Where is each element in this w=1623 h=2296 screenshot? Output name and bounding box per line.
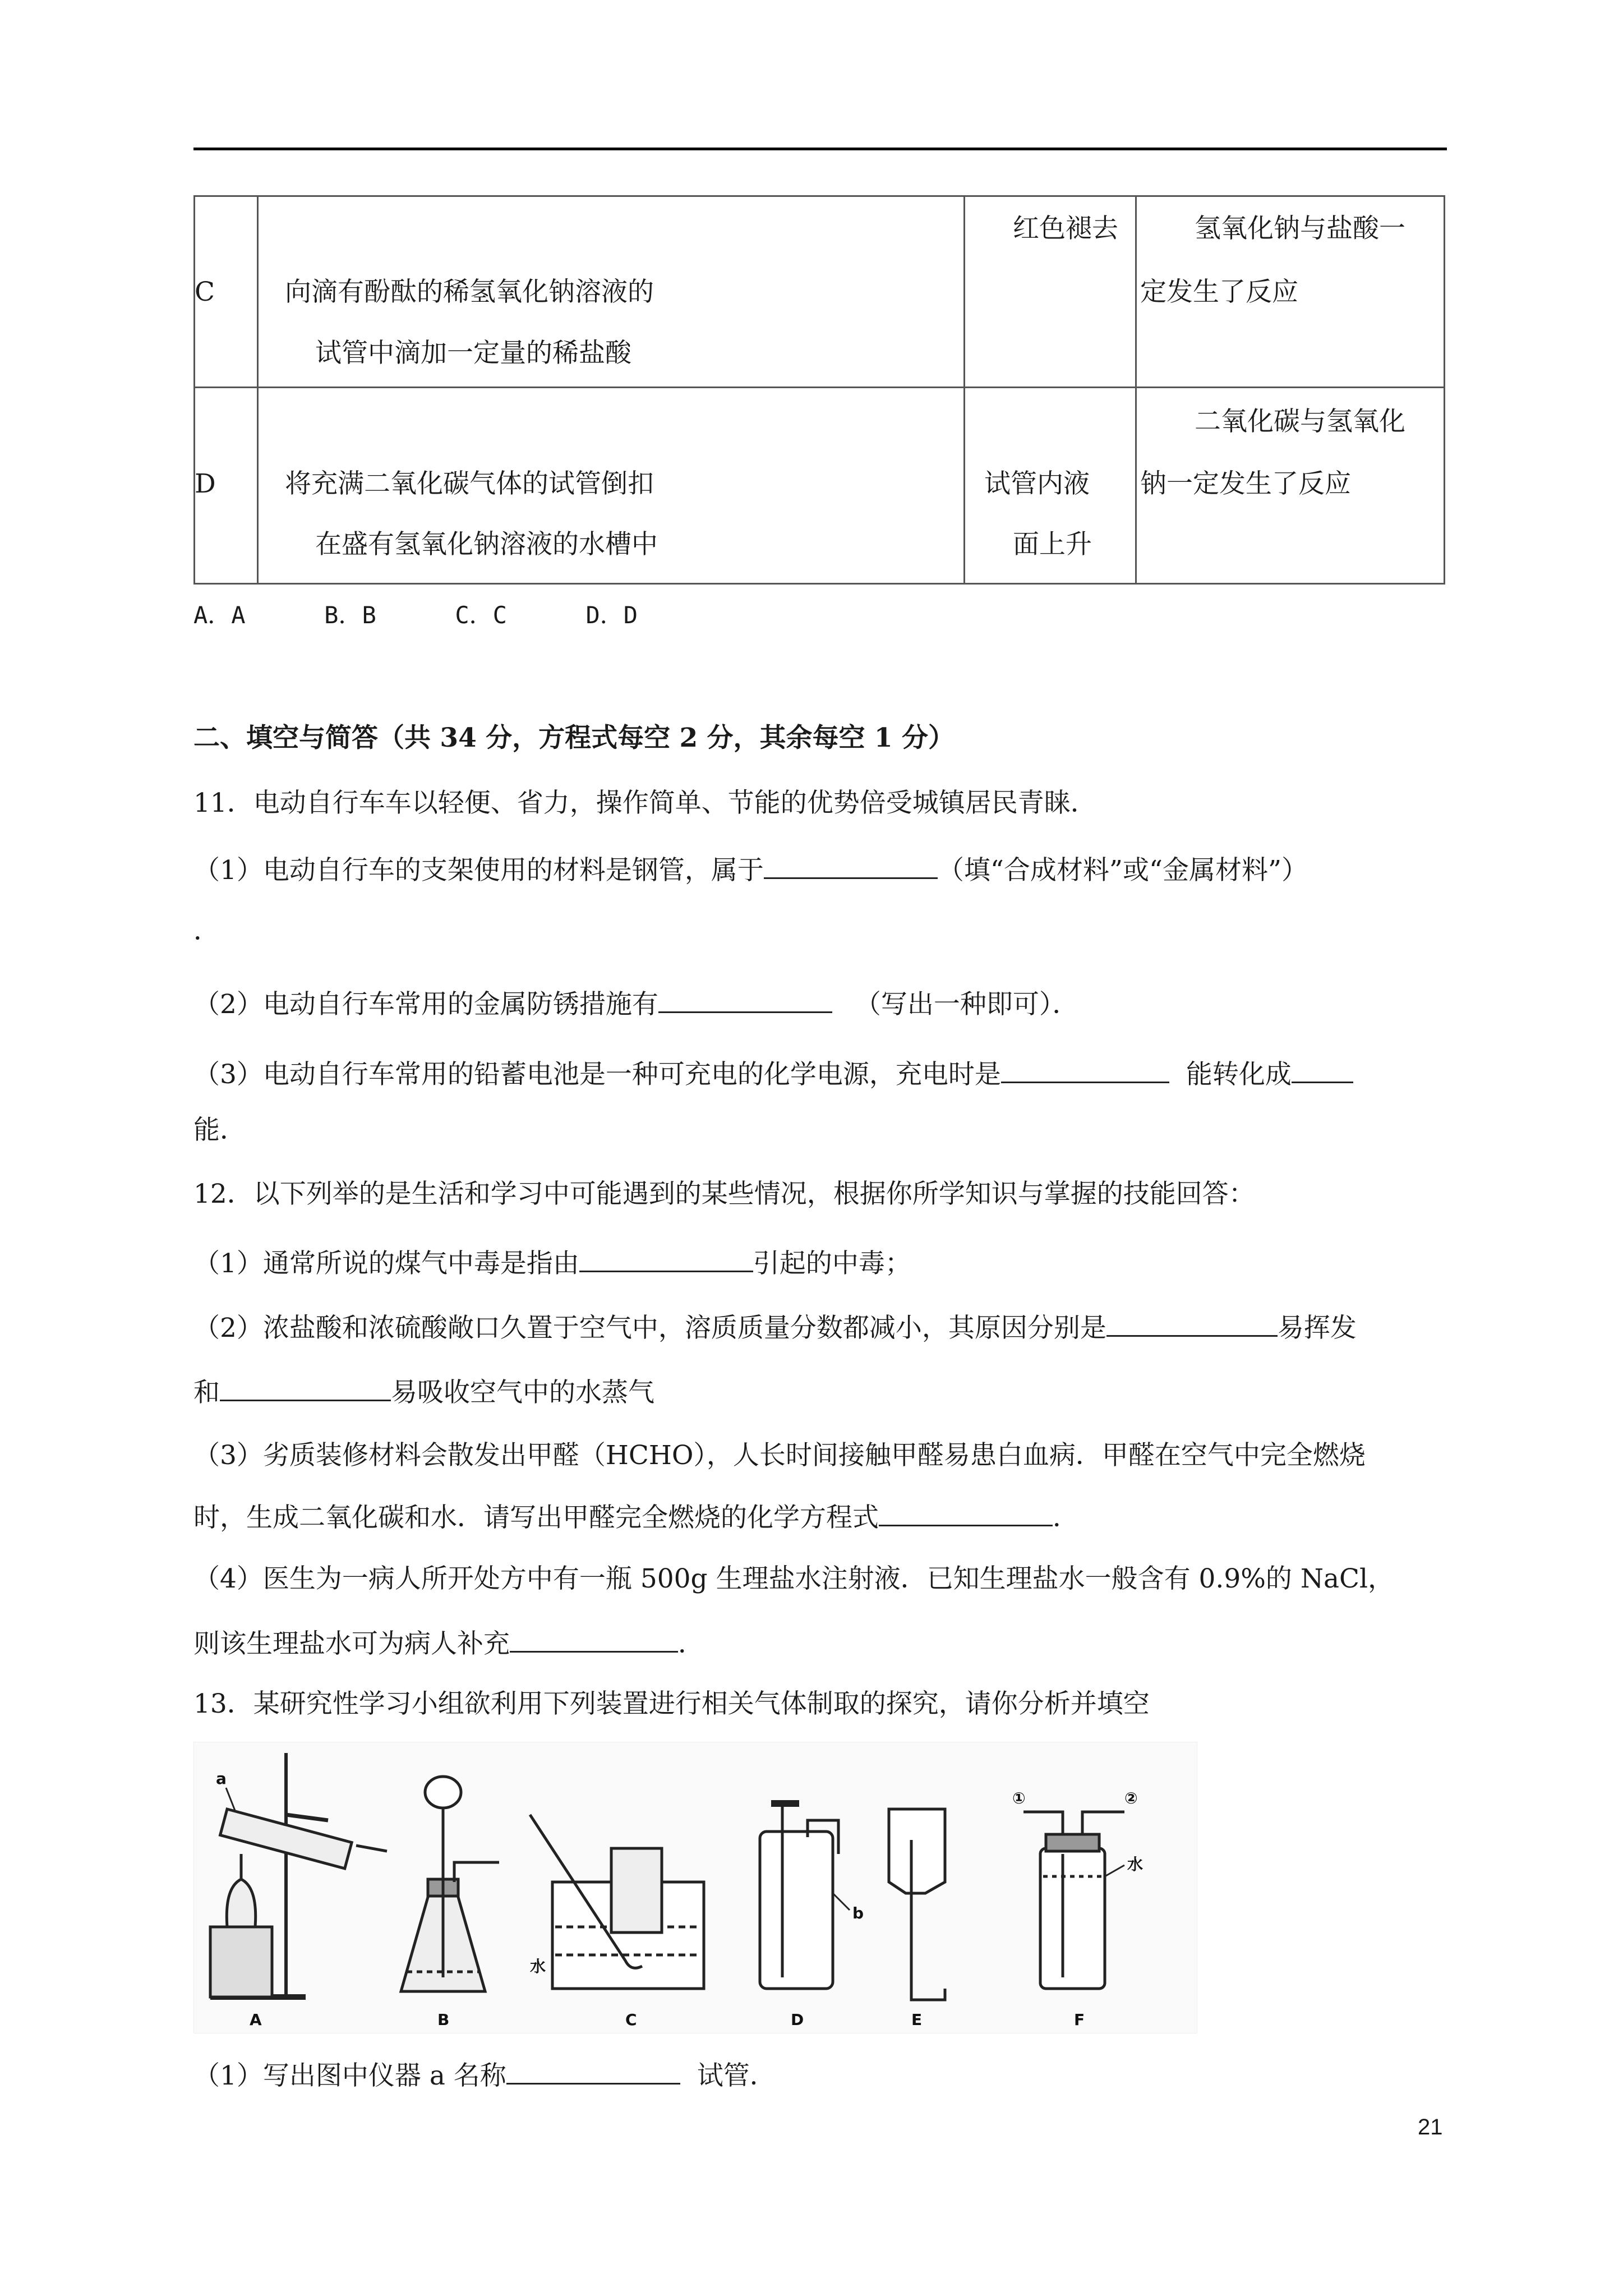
svg-text:水: 水 <box>530 1957 546 1976</box>
row-label: D <box>195 468 216 499</box>
continuation-text: 能． <box>193 1115 246 1145</box>
continuation-mark: ． <box>193 915 220 946</box>
question-11-stem: 11．电动自行车车以轻便、省力，操作简单、节能的优势倍受城镇居民青睐． <box>193 788 1097 818</box>
question-11-part-3: （3）电动自行车常用的铅蓄电池是一种可充电的化学电源，充电时是 能转化成 <box>193 1055 1353 1092</box>
operation-text: 向滴有酚酞的稀氢氧化钠溶液的 <box>285 277 654 307</box>
option-d[interactable]: D．D <box>585 601 638 629</box>
svg-text:①: ① <box>1012 1789 1026 1807</box>
answer-blank[interactable] <box>579 1244 753 1272</box>
option-b[interactable]: B．B <box>324 601 376 629</box>
question-12-stem: 12．以下列举的是生活和学习中可能遇到的某些情况，根据你所学知识与掌握的技能回答： <box>193 1179 1255 1209</box>
conclusion-text: 定发生了反应 <box>1140 277 1298 307</box>
question-12-part-4: （4）医生为一病人所开处方中有一瓶 500g 生理盐水注射液．已知生理盐水一般含有 0.9%的 NaCl， <box>193 1563 1394 1594</box>
question-12-part-2: （2）浓盐酸和浓硫酸敞口久置于空气中，溶质质量分数都减小，其原因分别是 易挥发 <box>193 1308 1357 1345</box>
operation-text: 在盛有氢氧化钠溶液的水槽中 <box>315 529 658 560</box>
answer-blank[interactable] <box>510 1624 678 1653</box>
question-12-part-3-cont: 时，生成二氧化碳和水．请写出甲醛完全燃烧的化学方程式 ． <box>193 1498 1079 1535</box>
answer-blank[interactable] <box>506 2056 680 2085</box>
answer-blank[interactable] <box>879 1498 1053 1526</box>
header-rule <box>193 148 1447 150</box>
answer-blank[interactable] <box>1001 1055 1169 1083</box>
answer-blank[interactable] <box>764 850 938 879</box>
svg-text:水: 水 <box>1127 1855 1144 1874</box>
conclusion-text: 钠一定发生了反应 <box>1140 468 1351 499</box>
question-12-part-1: （1）通常所说的煤气中毒是指由 引起的中毒； <box>193 1244 911 1281</box>
answer-blank[interactable] <box>1292 1055 1353 1083</box>
question-12-part-3: （3）劣质装修材料会散发出甲醛（HCHO），人长时间接触甲醛易患白血病．甲醛在空气中完全燃烧 <box>193 1440 1366 1471</box>
option-c[interactable]: C．C <box>455 601 507 629</box>
question-12-part-4-cont: 则该生理盐水可为病人补充 ． <box>193 1624 704 1661</box>
conclusion-text: 氢氧化钠与盐酸一 <box>1195 213 1405 244</box>
option-a[interactable]: A．A <box>193 601 246 629</box>
operation-text: 试管中滴加一定量的稀盐酸 <box>315 338 631 369</box>
conclusion-text: 二氧化碳与氢氧化 <box>1195 406 1405 437</box>
answer-blank[interactable] <box>1106 1308 1278 1337</box>
page-number: 21 <box>1418 2115 1443 2139</box>
question-11-part-2: （2）电动自行车常用的金属防锈措施有 （写出一种即可）． <box>193 984 1078 1022</box>
row-label: C <box>195 277 215 307</box>
phenomenon-text: 面上升 <box>1013 529 1092 560</box>
svg-text:C: C <box>625 2010 637 2029</box>
svg-text:A: A <box>250 2010 262 2029</box>
phenomenon-text: 红色褪去 <box>1013 213 1118 244</box>
svg-text:b: b <box>852 1904 864 1922</box>
svg-text:D: D <box>791 2010 804 2029</box>
apparatus-figure <box>193 1742 1197 2033</box>
svg-text:②: ② <box>1124 1789 1138 1807</box>
svg-text:F: F <box>1074 2010 1085 2029</box>
question-12-part-2-cont: 和 易吸收空气中的水蒸气 <box>193 1373 654 1410</box>
answer-blank[interactable] <box>220 1373 391 1401</box>
svg-text:E: E <box>911 2010 923 2029</box>
question-13-part-1: （1）写出图中仪器 a 名称 试管． <box>193 2056 776 2093</box>
section-heading: 二、填空与简答（共 34 分，方程式每空 2 分，其余每空 1 分） <box>193 723 955 753</box>
experiment-table <box>193 195 1445 585</box>
answer-blank[interactable] <box>658 984 832 1013</box>
svg-text:B: B <box>437 2010 450 2029</box>
operation-text: 将充满二氧化碳气体的试管倒扣 <box>285 468 654 499</box>
svg-text:a: a <box>216 1769 227 1788</box>
phenomenon-text: 试管内液 <box>984 468 1090 499</box>
question-11-part-1: （1）电动自行车的支架使用的材料是钢管，属于 （填“合成材料”或“金属材料”） <box>193 850 1308 887</box>
question-13-stem: 13．某研究性学习小组欲利用下列装置进行相关气体制取的探究，请你分析并填空 <box>193 1688 1150 1719</box>
answer-options <box>193 599 638 632</box>
